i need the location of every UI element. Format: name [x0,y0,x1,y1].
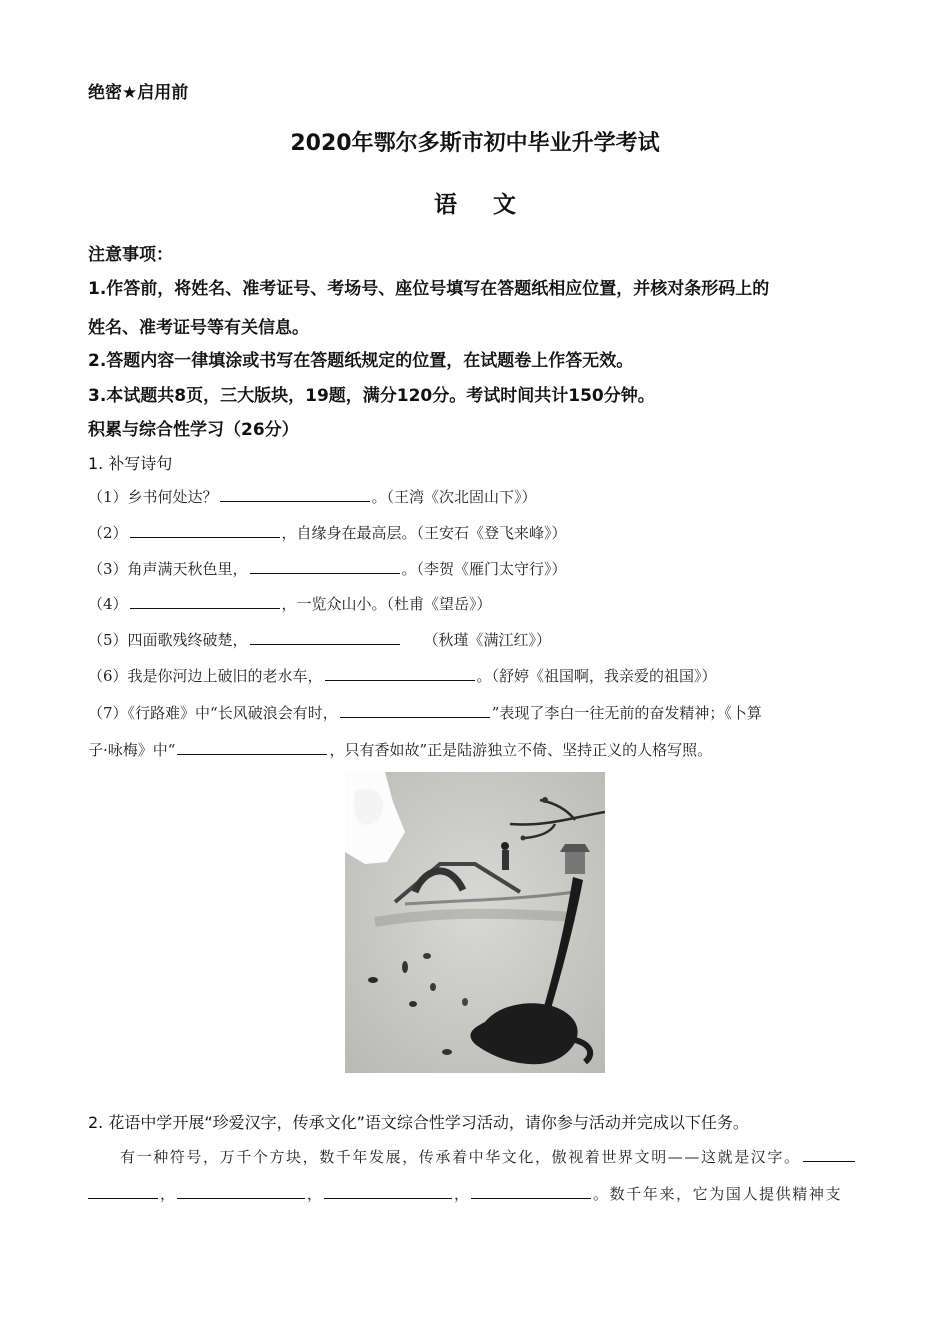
answer-blank[interactable] [325,665,475,681]
answer-blank[interactable] [220,486,370,502]
question-1-item: （3）角声满天秋色里， 。（李贺《雁门太守行》） [88,560,567,578]
subject-title [0,186,950,219]
question-2-paragraph-cont: ， ， ， 。数千年来，它为国人提供精神支 [88,1183,842,1204]
notice-item-1-cont: 姓名、准考证号等有关信息。 [88,318,309,338]
answer-blank[interactable] [177,1183,305,1199]
answer-blank[interactable] [803,1146,855,1162]
question-1-item: （5）四面歌残终破楚， （秋瑾《满江红》） [88,631,552,649]
notice-item-1: 1.作答前，将姓名、准考证号、考场号、座位号填写在答题纸相应位置，并核对条形码上的 [88,279,770,299]
ink-painting-image [345,772,605,1073]
notice-item-3: 3.本试题共8页，三大版块，19题，满分120分。考试时间共计150分钟。 [88,386,655,406]
subject-char: 文 [493,192,516,218]
question-1-title: 1. 补写诗句 [88,454,173,473]
answer-blank[interactable] [250,629,400,645]
subject-char: 语 [434,192,457,218]
question-1-item: （6）我是你河边上破旧的老水车， 。（舒婷《祖国啊，我亲爱的祖国》） [88,667,717,685]
answer-blank[interactable] [471,1183,591,1199]
question-2-title: 2. 花语中学开展“珍爱汉字，传承文化”语文综合性学习活动，请你参与活动并完成以下任务。 [88,1113,749,1132]
notice-heading: 注意事项： [88,245,173,265]
answer-blank[interactable] [177,739,327,755]
notice-item-2: 2.答题内容一律填涂或书写在答题纸规定的位置，在试题卷上作答无效。 [88,351,634,371]
answer-blank[interactable] [324,1183,452,1199]
answer-blank[interactable] [250,558,400,574]
exam-title: 2020年鄂尔多斯市初中毕业升学考试 [290,131,660,156]
question-1-item-7: （7）《行路难》中“长风破浪会有时， ”表现了李白一往无前的奋发精神；《卜算 [88,704,762,722]
answer-blank[interactable] [130,593,280,609]
question-1-item-7-cont: 子·咏梅》中“ ，只有香如故”正是陆游独立不倚、坚持正义的人格写照。 [88,741,713,759]
question-1-item: （4） ，一览众山小。（杜甫《望岳》） [88,595,492,613]
answer-blank[interactable] [340,702,490,718]
section-heading: 积累与综合性学习（26分） [88,420,299,440]
confidential-label: 绝密★启用前 [88,83,189,103]
question-1-item: （2） ，自缘身在最高层。（王安石《登飞来峰》） [88,524,567,542]
answer-blank[interactable] [88,1183,158,1199]
question-1-item: （1）乡书何处达？ 。（王湾《次北固山下》） [88,488,537,506]
question-2-paragraph: 有一种符号，万千个方块，数千年发展，传承着中华文化，傲视着世界文明——这就是汉字。 [120,1146,857,1167]
answer-blank[interactable] [130,522,280,538]
